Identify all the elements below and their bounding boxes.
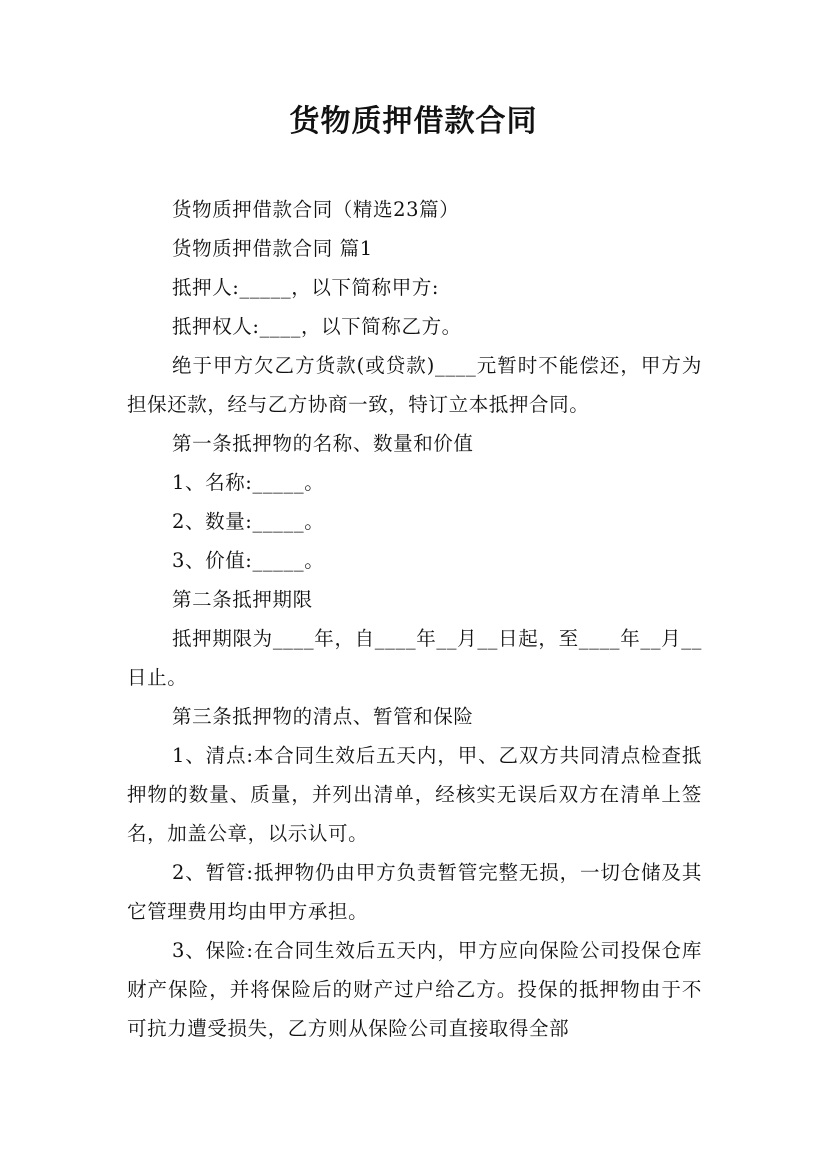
paragraph-custody: 2、暂管:抵押物仍由甲方负责暂管完整无损，一切仓储及其它管理费用均由甲方承担。 bbox=[127, 861, 702, 923]
paragraph-section-title: 货物质押借款合同 篇1 bbox=[172, 237, 373, 260]
paragraph-item-quantity: 2、数量:_____。 bbox=[172, 510, 325, 533]
paragraph-insurance: 3、保险:在合同生效后五天内，甲方应向保险公司投保仓库财产保险，并将保险后的财产过户给乙方。投保的抵押物由于不可抗力遭受损失，乙方则从保险公司直接取得全部 bbox=[127, 939, 702, 1040]
paragraph-article-3: 第三条抵押物的清点、暂管和保险 bbox=[172, 705, 474, 728]
paragraph-preamble: 绝于甲方欠乙方货款(或贷款)____元暂时不能偿还，甲方为担保还款，经与乙方协商一致，特订立本抵押合同。 bbox=[127, 354, 702, 416]
paragraph-term: 抵押期限为____年，自____年__月__日起，至____年__月__日止。 bbox=[127, 627, 702, 689]
paragraph-inventory: 1、清点:本合同生效后五天内，甲、乙双方共同清点检查抵押物的数量、质量，并列出清单，经核实无误后双方在清单上签名，加盖公章，以示认可。 bbox=[127, 744, 702, 845]
paragraph-heading: 货物质押借款合同（精选23篇） bbox=[172, 198, 460, 221]
document-title: 货物质押借款合同 bbox=[289, 104, 538, 139]
paragraph-article-1: 第一条抵押物的名称、数量和价值 bbox=[172, 432, 474, 455]
paragraph-item-value: 3、价值:_____。 bbox=[172, 549, 325, 572]
paragraph-article-2: 第二条抵押期限 bbox=[172, 588, 313, 611]
paragraph-mortgagee: 抵押权人:____，以下简称乙方。 bbox=[172, 315, 462, 338]
paragraph-mortgagor: 抵押人:_____，以下简称甲方: bbox=[172, 276, 440, 299]
document-body bbox=[127, 190, 702, 1048]
paragraph-item-name: 1、名称:_____。 bbox=[172, 471, 325, 494]
